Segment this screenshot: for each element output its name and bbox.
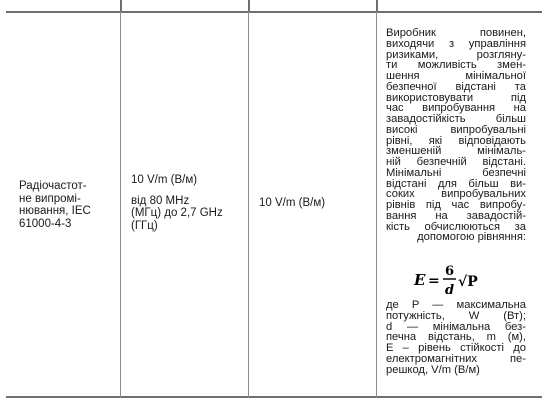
column-divider [248,11,249,398]
guidance-line: вання на завадостій- [386,209,526,222]
phenomenon-line: 61000-4-3 [19,217,72,230]
definition-line: де P — максимальна [386,299,526,311]
guidance-line: завадостійкість більш [386,113,526,125]
guidance-line: ній безпечній відстані. [386,156,526,168]
definitions-block [386,300,526,375]
previous-row-remnant [0,0,548,11]
definition-line: потужність, W (Вт); [386,309,526,322]
phenomenon-cell [19,180,107,230]
definition-line: печна відстань, m (м), [386,331,526,344]
guidance-line: високі випробувальні [386,123,526,136]
frequency-range-line: від 80 MHz [131,194,190,207]
definition-line: решкод, V/m (В/м) [386,363,480,376]
column-divider-tick [248,0,250,11]
table-bottom-border [6,396,542,398]
formula-numerator: 6 [445,264,455,279]
guidance-line: Виробник повинен, [386,27,526,39]
guidance-line: безпечної відстані та [386,80,526,93]
column-divider-tick [120,0,122,11]
table-top-border [6,11,542,13]
definition-line: d — мінімальна без- [386,320,526,333]
formula-denominator: d [445,283,455,298]
guidance-line: Мінімальні безпечні [386,166,526,179]
field-strength-formula [412,262,512,298]
guidance-line: рівні, які відповідають [386,134,526,147]
phenomenon-line: не випромі- [19,192,81,205]
test-level-cell [131,174,241,232]
column-divider [120,11,121,398]
guidance-line: рівнів під час випробу- [386,199,526,211]
guidance-line: зменшеній мінімаль- [386,145,526,158]
guidance-line: час випробування на [386,102,526,115]
test-level-value: 10 V/m (В/м) [131,174,198,186]
guidance-line: ти можливість змен- [386,59,526,72]
formula-equals: = [428,273,440,289]
guidance-line: виходячи з управління [386,37,526,50]
formula-radical: √P [458,274,478,290]
column-divider [376,11,377,398]
phenomenon-line: нювання, IEC [19,205,91,218]
definition-line: електромагнітних пе- [386,352,526,365]
guidance-line: кість обчислюються за [386,220,526,233]
definition-line: E – рівень стійкості до [386,342,526,354]
guidance-line: відстані для більш ви- [386,177,526,190]
guidance-cell [386,28,526,243]
compliance-level-value: 10 V/m (В/м) [259,197,326,209]
guidance-line: ризиками, розгляну- [386,48,526,61]
phenomenon-line: Радіочастот- [19,180,87,192]
formula-lhs: E [414,271,426,289]
guidance-line: шення мінімальної [386,70,526,82]
guidance-line: соких випробувальних [386,188,526,201]
guidance-line: допомогою рівняння: [417,231,526,244]
frequency-range-line: (МГц) до 2,7 GHz [131,207,223,220]
frequency-range-line: (ГГц) [131,219,158,232]
guidance-line: використовувати під [386,91,526,104]
compliance-level-cell [259,197,369,210]
column-divider-tick [376,0,378,11]
